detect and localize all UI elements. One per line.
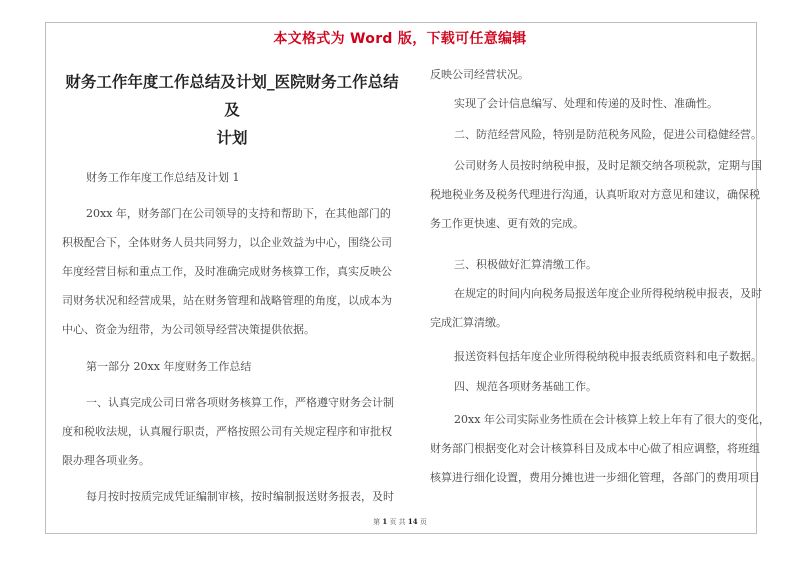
word-version-banner: 本文格式为 Word 版，下载可任意编辑 [273,31,527,47]
body-text-line: 中心、资金为纽带，为公司领导经营决策提供依据。 [62,323,315,336]
body-text-line: 每月按时按质完成凭证编制审核，按时编制报送财务报表，及时 [86,490,394,503]
body-text-line: 度和税收法规，认真履行职责，严格按照公司有关规定程序和审批权 [62,425,392,438]
body-text-line: 财务工作年度工作总结及计划 1 [86,171,240,184]
body-text-line: 四、规范各项财务基础工作。 [454,380,597,393]
body-text-line: 年度经营目标和重点工作，及时准确完成财务核算工作，真实反映公 [62,265,392,278]
body-text-line: 公司财务人员按时纳税申报，及时足额交纳各项税款，定期与国 [454,159,762,172]
title-line: 财务工作年度工作总结及计划_医院财务工作总结及 [65,73,399,119]
body-text-line: 20xx 年公司实际业务性质在会计核算上较上年有了很大的变化， [454,413,770,426]
body-text-line: 第一部分 20xx 年度财务工作总结 [86,360,252,373]
document-title [62,68,402,152]
total-pages: 14 [407,517,418,526]
title-line: 计划 [216,129,248,147]
body-text-line: 积极配合下，全体财务人员共同努力，以企业效益为中心，围绕公司 [62,236,392,249]
body-text-line: 务工作更快速、更有效的完成。 [430,217,584,230]
body-text-line: 报送资料包括年度企业所得税纳税申报表纸质资料和电子数据。 [454,350,762,363]
body-text-line: 司财务状况和经营成果，站在财务管理和战略管理的角度，以成本为 [62,294,392,307]
body-text-line: 反映公司经营状况。 [430,68,529,81]
body-text-line: 限办理各项业务。 [62,454,150,467]
footer-middle: 页 共 [389,518,406,526]
footer-prefix: 第 [373,518,381,526]
body-text-line: 实现了会计信息编写、处理和传递的及时性、准确性。 [454,97,718,110]
footer-suffix: 页 [419,518,427,526]
body-text-line: 核算进行细化设置，费用分摊也进一步细化管理，各部门的费用项目 [430,471,760,484]
page-footer [0,517,800,527]
current-page-number: 1 [382,517,388,526]
body-text-line: 税地税业务及税务代理进行沟通，认真听取对方意见和建议，确保税 [430,188,760,201]
body-text-line: 三、积极做好汇算清缴工作。 [454,258,597,271]
body-text-line: 在规定的时间内向税务局报送年度企业所得税纳税申报表，及时 [454,287,762,300]
body-text-line: 20xx 年，财务部门在公司领导的支持和帮助下，在其他部门的 [86,207,391,220]
body-text-line: 完成汇算清缴。 [430,316,507,329]
body-text-line: 二、防范经营风险，特别是防范税务风险，促进公司稳健经营。 [454,128,762,141]
body-text-line: 一、认真完成公司日常各项财务核算工作，严格遵守财务会计制 [86,396,394,409]
body-text-line: 财务部门根据变化对会计核算科目及成本中心做了相应调整，将班组 [430,442,760,455]
